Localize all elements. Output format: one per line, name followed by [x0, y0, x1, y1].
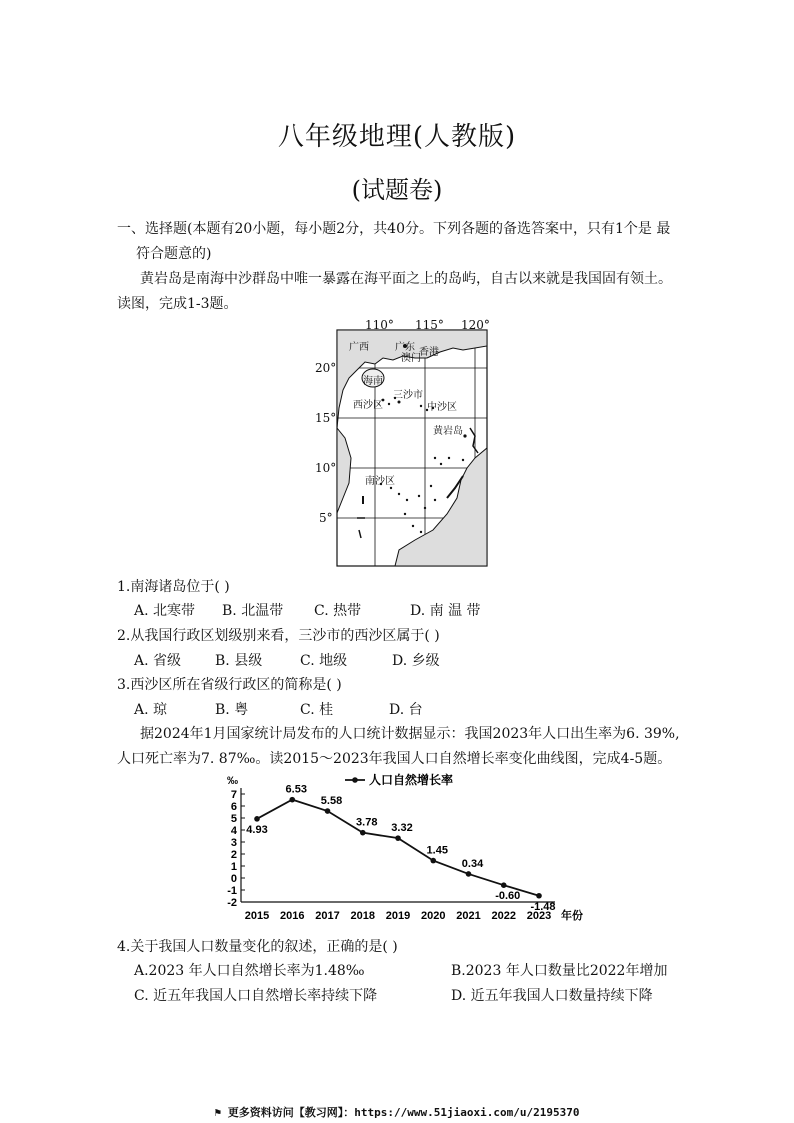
q1-option-b: B. 北温带 — [222, 603, 284, 619]
data-label: 4.93 — [246, 823, 268, 836]
label-sanshashi: 三沙市 — [393, 390, 423, 401]
data-point — [254, 816, 260, 822]
data-point — [395, 835, 401, 841]
x-tick-label: 2015 — [244, 910, 270, 922]
footer — [0, 1104, 794, 1120]
x-tick-label: 2023 — [526, 910, 552, 922]
x-tick-label: 2019 — [385, 910, 411, 922]
chart-svg — [225, 772, 600, 932]
x-tick-label: 2016 — [280, 910, 305, 922]
label-nanshaqu: 南沙区 — [365, 476, 395, 487]
lat-label-10: 10° — [315, 461, 337, 475]
question-2-stem: 2.从我国行政区划级别来看，三沙市的西沙区属于( ) — [117, 628, 440, 644]
x-tick-label: 2021 — [456, 910, 481, 922]
data-label: 3.32 — [391, 822, 413, 835]
legend-label: 人口自然增长率 — [369, 773, 454, 787]
passage-1-line-1: 黄岩岛是南海中沙群岛中唯一暴露在海平面之上的岛屿，自古以来就是我国固有领土。 — [140, 271, 672, 287]
q4-option-b: B.2023 年人口数量比2022年增加 — [451, 963, 668, 979]
data-point — [289, 797, 295, 803]
q1-option-d: D. 南 温 带 — [410, 603, 481, 619]
q4-option-a: A.2023 年人口自然增长率为1.48‰ — [134, 963, 365, 979]
question-3-stem: 3.西沙区所在省级行政区的简称是( ) — [117, 677, 342, 693]
label-zhongshaqu: 中沙区 — [427, 402, 457, 413]
label-xianggang: 香港 — [419, 347, 439, 358]
data-label: -0.60 — [495, 890, 521, 903]
q2-option-c: C. 地级 — [300, 653, 348, 669]
footer-link-text[interactable]: 更多资料访问【教习网】：https://www.51jiaoxi.com/u/2195370 — [227, 1106, 580, 1119]
label-xishaqu: 西沙区 — [353, 400, 383, 411]
label-aomen: 澳门 — [401, 353, 421, 364]
lat-label-5: 5° — [319, 511, 333, 525]
series-line — [257, 800, 539, 896]
q2-option-d: D. 乡级 — [392, 653, 440, 669]
flag-icon: ⚑ — [214, 1106, 222, 1119]
south-china-sea-map — [315, 318, 490, 568]
x-axis-label: 年份 — [561, 910, 583, 922]
q3-option-d: D. 台 — [389, 702, 423, 718]
legend-marker — [352, 777, 358, 783]
y-tick-label: 7 — [230, 789, 237, 801]
data-label: 3.78 — [356, 816, 378, 829]
q3-option-a: A. 琼 — [134, 702, 168, 718]
y-tick-label: 2 — [230, 849, 237, 861]
data-point — [501, 882, 507, 888]
q4-option-c: C. 近五年我国人口自然增长率持续下降 — [134, 988, 378, 1004]
data-point — [325, 808, 331, 814]
passage-2-line-2: 人口死亡率为7. 87‰。读2015～2023年我国人口自然增长率变化曲线图，完成4-5题。 — [117, 751, 672, 767]
y-tick-label: 4 — [230, 825, 237, 837]
y-tick-label: 5 — [230, 813, 237, 825]
population-growth-chart — [225, 772, 600, 932]
data-label: 6.53 — [285, 783, 307, 796]
q2-option-b: B. 县级 — [215, 653, 263, 669]
section-heading: 一、选择题(本题有20小题，每小题2分，共40分。下列各题的备选答案中，只有1个是 最 — [117, 221, 671, 237]
question-4-stem: 4.关于我国人口数量变化的叙述，正确的是( ) — [117, 939, 398, 955]
data-label: 0.34 — [461, 857, 484, 870]
y-tick-label: 1 — [230, 861, 237, 873]
y-tick-label: 3 — [230, 837, 237, 849]
y-axis-unit: ‰ — [227, 775, 238, 787]
y-tick-label: -2 — [227, 897, 237, 909]
q1-option-c: C. 热带 — [314, 603, 362, 619]
data-label: 5.58 — [320, 795, 343, 808]
page-subtitle: (试题卷) — [351, 176, 443, 204]
section-heading-cont: 符合题意的) — [136, 246, 212, 262]
data-label: -1.48 — [530, 900, 556, 913]
lat-label-15: 15° — [315, 411, 337, 425]
q1-option-a: A. 北寒带 — [134, 603, 196, 619]
question-1-stem: 1.南海诸岛位于( ) — [117, 579, 230, 595]
data-point — [466, 871, 472, 877]
passage-2-line-1: 据2024年1月国家统计局发布的人口统计数据显示：我国2023年人口出生率为6. 39%, — [140, 726, 680, 742]
x-tick-label: 2017 — [315, 910, 340, 922]
lon-label-110: 110° — [365, 318, 394, 332]
lat-label-20: 20° — [315, 361, 337, 375]
label-hainan: 海南 — [363, 376, 383, 387]
q4-option-d: D. 近五年我国人口数量持续下降 — [451, 988, 653, 1004]
y-tick-label: -1 — [227, 885, 237, 897]
data-label: 1.45 — [426, 844, 448, 857]
passage-1-line-2: 读图，完成1-3题。 — [117, 296, 238, 312]
q3-option-b: B. 粤 — [215, 702, 249, 718]
lon-label-115: 115° — [415, 318, 444, 332]
lon-label-120: 120° — [461, 318, 490, 332]
x-tick-label: 2022 — [491, 910, 516, 922]
label-guangdong: 广东 — [395, 342, 415, 353]
q2-option-a: A. 省级 — [134, 653, 182, 669]
data-point — [360, 830, 366, 836]
q3-option-c: C. 桂 — [300, 702, 334, 718]
page-title: 八年级地理(人教版) — [277, 122, 517, 152]
data-point — [430, 858, 436, 864]
y-tick-label: 6 — [230, 801, 237, 813]
y-tick-label: 0 — [230, 873, 237, 885]
x-tick-label: 2020 — [421, 910, 446, 922]
x-tick-label: 2018 — [350, 910, 375, 922]
label-huangyandao: 黄岩岛 — [433, 426, 463, 437]
data-point — [536, 893, 542, 899]
label-guangxi: 广西 — [349, 342, 369, 353]
